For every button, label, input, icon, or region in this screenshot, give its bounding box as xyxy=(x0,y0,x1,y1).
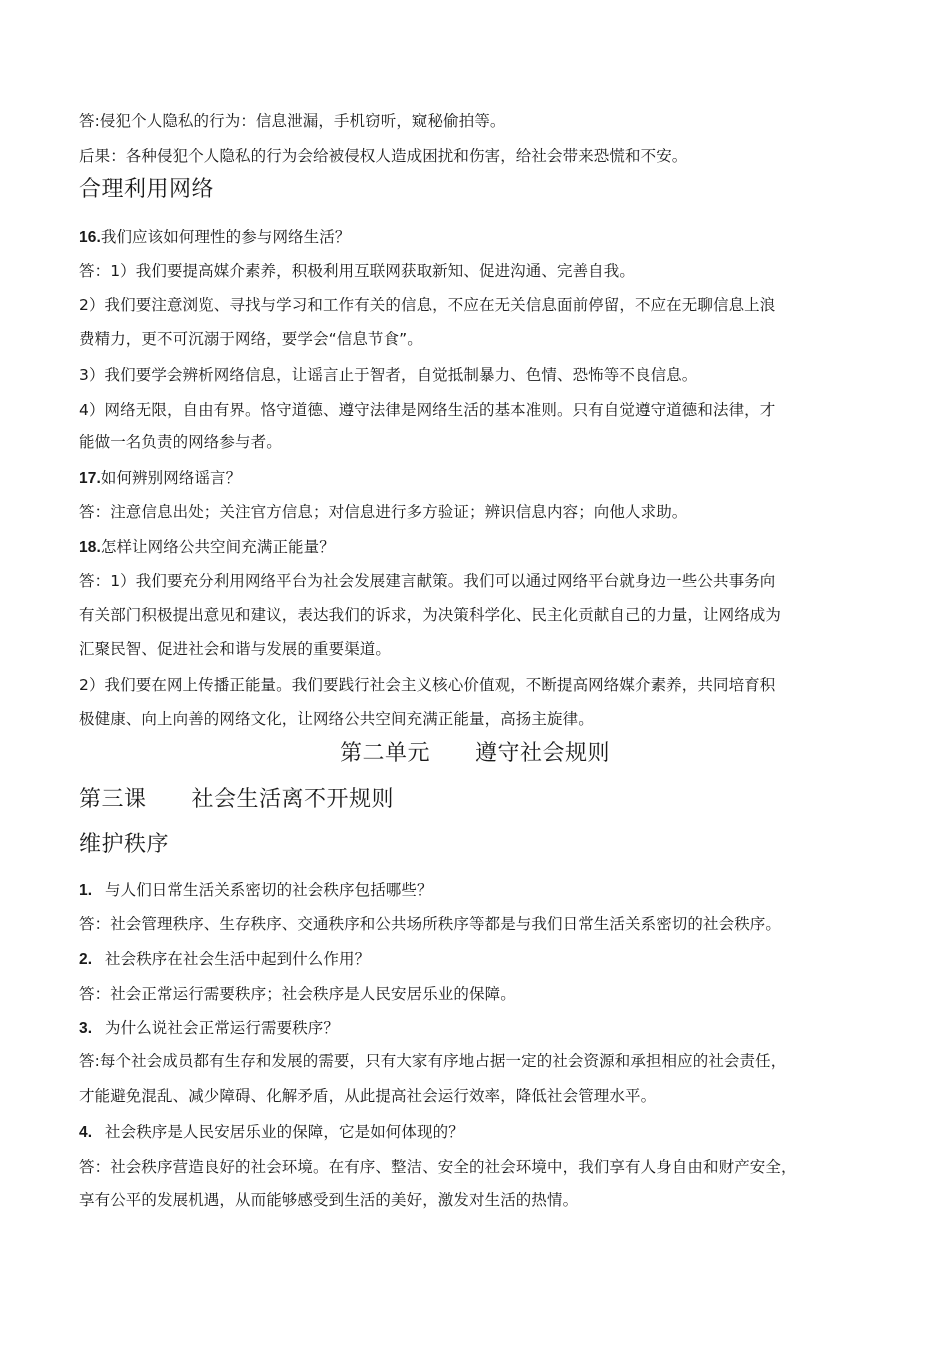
question-text: 我们应该如何理性的参与网络生活？ xyxy=(100,228,351,246)
answer-4a: 答：社会秩序营造良好的社会环境。在有序、整洁、安全的社会环境中，我们享有人身自由和财产安全， xyxy=(79,1158,797,1176)
question-16 xyxy=(79,227,879,248)
question-number: 2. xyxy=(79,951,93,968)
question-number: 17. xyxy=(79,470,101,487)
question-1 xyxy=(79,880,879,901)
unit-title: 第二单元 遵守社会规则 xyxy=(340,741,610,766)
answer-16-4b: 能做一名负责的网络参与者。 xyxy=(79,433,282,451)
answer-3b: 才能避免混乱、减少障碍、化解矛盾，从此提高社会运行效率，降低社会管理水平。 xyxy=(79,1087,657,1105)
answer-16-4a: 4）网络无限，自由有界。恪守道德、遵守法律是网络生活的基本准则。只有自觉遵守道德和法律，才 xyxy=(79,401,776,419)
question-number: 3. xyxy=(79,1020,93,1037)
answer-18-1b: 有关部门积极提出意见和建议，表达我们的诉求，为决策科学化、民主化贡献自己的力量，让网络成为 xyxy=(79,606,782,624)
question-2 xyxy=(79,949,879,970)
question-number: 16. xyxy=(79,229,101,246)
answer-16-3: 3）我们要学会辨析网络信息，让谣言止于智者，自觉抵制暴力、色情、恐怖等不良信息。 xyxy=(79,366,698,384)
answer-line: 答:侵犯个人隐私的行为：信息泄漏，手机窃听，窥秘偷拍等。 xyxy=(79,112,506,130)
answer-3a: 答:每个社会成员都有生存和发展的需要，只有大家有序地占据一定的社会资源和承担相应的社会责任， xyxy=(79,1052,787,1070)
question-text: 社会秩序在社会生活中起到什么作用？ xyxy=(105,950,371,968)
question-number: 1. xyxy=(79,882,93,899)
lesson-title: 第三课 社会生活离不开规则 xyxy=(79,787,394,812)
question-text: 与人们日常生活关系密切的社会秩序包括哪些？ xyxy=(105,881,433,899)
answer-18-1c: 汇聚民智、促进社会和谐与发展的重要渠道。 xyxy=(79,640,392,658)
question-text: 如何辨别网络谣言？ xyxy=(100,469,242,487)
question-4 xyxy=(79,1122,879,1143)
answer-16-1: 答：1）我们要提高媒介素养，积极利用互联网获取新知、促进沟通、完善自我。 xyxy=(79,262,635,280)
question-18 xyxy=(79,537,879,558)
question-text: 为什么说社会正常运行需要秩序？ xyxy=(105,1019,340,1037)
section-heading-order: 维护秩序 xyxy=(79,832,170,857)
answer-1: 答：社会管理秩序、生存秩序、交通秩序和公共场所秩序等都是与我们日常生活关系密切的社会秩序。 xyxy=(79,915,782,933)
answer-18-2a: 2）我们要在网上传播正能量。我们要践行社会主义核心价值观，不断提高网络媒介素养，共同培育积 xyxy=(79,676,776,694)
answer-16-2a: 2）我们要注意浏览、寻找与学习和工作有关的信息，不应在无关信息面前停留，不应在无聊信息上浪 xyxy=(79,296,776,314)
answer-18-1a: 答：1）我们要充分利用网络平台为社会发展建言献策。我们可以通过网络平台就身边一些公共事务向 xyxy=(79,572,776,590)
question-number: 4. xyxy=(79,1124,93,1141)
question-number: 18. xyxy=(79,539,101,556)
answer-17: 答：注意信息出处；关注官方信息；对信息进行多方验证；辨识信息内容；向他人求助。 xyxy=(79,503,688,521)
answer-18-2b: 极健康、向上向善的网络文化，让网络公共空间充满正能量，高扬主旋律。 xyxy=(79,710,594,728)
question-text: 怎样让网络公共空间充满正能量？ xyxy=(100,538,335,556)
question-3 xyxy=(79,1018,879,1039)
answer-16-2b: 费精力，更不可沉溺于网络，要学会“信息节食”。 xyxy=(79,330,423,348)
section-heading-network: 合理利用网络 xyxy=(79,177,215,202)
answer-4b: 享有公平的发展机遇，从而能够感受到生活的美好，激发对生活的热情。 xyxy=(79,1191,579,1209)
question-text: 社会秩序是人民安居乐业的保障，它是如何体现的？ xyxy=(105,1123,464,1141)
question-17 xyxy=(79,468,879,489)
answer-2: 答：社会正常运行需要秩序；社会秩序是人民安居乐业的保障。 xyxy=(79,985,516,1003)
consequence-line: 后果：各种侵犯个人隐私的行为会给被侵权人造成困扰和伤害，给社会带来恐慌和不安。 xyxy=(79,147,688,165)
